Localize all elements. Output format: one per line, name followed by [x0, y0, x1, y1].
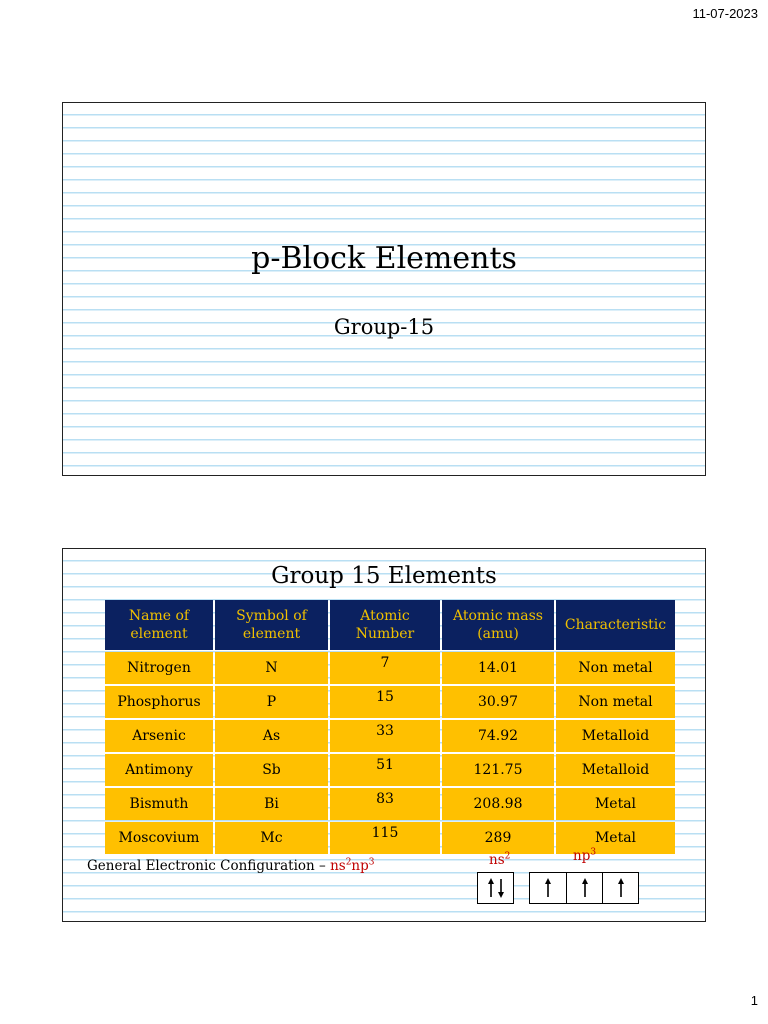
table-row — [105, 788, 675, 820]
element-name: Antimony — [105, 754, 213, 786]
config-ns: ns — [330, 858, 346, 874]
up-arrow-icon — [541, 876, 555, 900]
header-symbol: Symbol of element — [215, 600, 328, 650]
element-name: Nitrogen — [105, 652, 213, 684]
p-orbital-cell — [566, 872, 602, 904]
up-arrow-icon — [614, 876, 628, 900]
group15-slide — [62, 548, 706, 922]
element-symbol: Bi — [215, 788, 328, 820]
config-label: General Electronic Configuration – — [87, 858, 331, 874]
up-arrow-icon — [578, 876, 592, 900]
element-atomic-mass: 208.98 — [442, 788, 554, 820]
slide-title: p-Block Elements — [251, 241, 517, 276]
header-atomic-mass: Atomic mass (amu) — [442, 600, 554, 650]
element-symbol: P — [215, 686, 328, 718]
header-atomic-number: Atomic Number — [330, 600, 440, 650]
element-characteristic: Non metal — [556, 686, 675, 718]
element-symbol: Mc — [215, 822, 328, 854]
header-name: Name of element — [105, 600, 213, 650]
config-np: np — [351, 858, 369, 874]
element-name: Moscovium — [105, 822, 213, 854]
element-characteristic: Non metal — [556, 652, 675, 684]
table-row — [105, 652, 675, 684]
table-row — [105, 720, 675, 752]
page-date: 11-07-2023 — [692, 6, 758, 21]
table-header-row — [105, 600, 675, 650]
element-atomic-number: 51 — [330, 754, 440, 786]
config-np-exp: 3 — [368, 857, 375, 868]
element-atomic-number: 7 — [330, 652, 440, 684]
s-orbital-box — [477, 872, 514, 904]
p-orbital-label: $np^3$ — [573, 847, 597, 864]
element-atomic-mass: 30.97 — [442, 686, 554, 718]
element-characteristic: Metal — [556, 822, 675, 854]
element-atomic-number: 115 — [330, 822, 440, 854]
element-name: Bismuth — [105, 788, 213, 820]
table-row — [105, 754, 675, 786]
element-atomic-mass: 74.92 — [442, 720, 554, 752]
element-atomic-number: 15 — [330, 686, 440, 718]
title-slide — [62, 102, 706, 476]
element-symbol: Sb — [215, 754, 328, 786]
electron-pair-icon — [483, 876, 509, 900]
elements-table — [103, 598, 677, 856]
element-name: Arsenic — [105, 720, 213, 752]
table-row — [105, 686, 675, 718]
page-number: 1 — [750, 993, 758, 1008]
element-characteristic: Metalloid — [556, 720, 675, 752]
s-orbital-cell — [478, 872, 513, 904]
element-atomic-mass: 121.75 — [442, 754, 554, 786]
electronic-configuration — [87, 858, 375, 874]
element-characteristic: Metal — [556, 788, 675, 820]
slide-subtitle: Group-15 — [333, 315, 435, 339]
s-orbital-label: $ns^2$ — [489, 851, 511, 868]
element-atomic-number: 33 — [330, 720, 440, 752]
element-name: Phosphorus — [105, 686, 213, 718]
element-symbol: N — [215, 652, 328, 684]
header-characteristic: Characteristic — [556, 600, 675, 650]
config-ns-exp: 2 — [345, 857, 352, 868]
element-atomic-mass: 14.01 — [442, 652, 554, 684]
element-atomic-mass: 289 — [442, 822, 554, 854]
slide-title: Group 15 Elements — [271, 563, 497, 589]
element-atomic-number: 83 — [330, 788, 440, 820]
p-orbital-cell — [602, 872, 638, 904]
p-orbital-cell — [530, 872, 566, 904]
p-orbital-box — [529, 872, 639, 904]
element-symbol: As — [215, 720, 328, 752]
element-characteristic: Metalloid — [556, 754, 675, 786]
